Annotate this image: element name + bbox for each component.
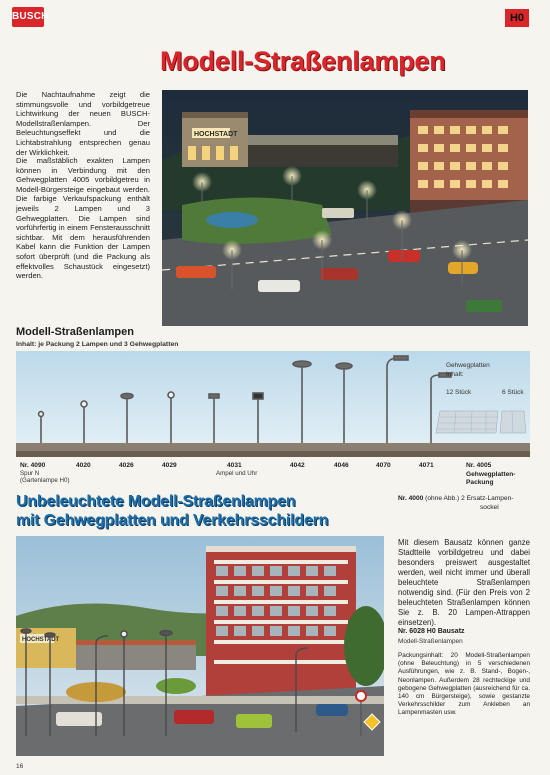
lamp-sublabel-4005-a: Gehwegplatten- — [466, 471, 516, 478]
intro-paragraph-1: Die Nachtaufnahme zeigt die stimmungsvolle und vorbildgetreue Lichtwirkung der neuen BUSCH-Modellstraßenlampen. Der Beleuchtungseffekt und die Lichtabstrahlung entsprechen genau der Wirklichkeit. — [16, 90, 150, 157]
busch-logo: BUSCH — [12, 7, 44, 27]
item-6028-description: Packungsinhalt: 20 Modell-Straßenlampen (ohne Beleuchtung) in 5 verschiedenen Ausführungen, wie z. B. Stand-, Bogen-, Neonlampen. Außerdem 28 rechteckige und gebogene Gehwegplatten (ausreichend für ca. 140 cm Bürgersteige), sowie gestanzte Verkehrsschilder zum Ankleben an Lampenmasten usw. — [398, 652, 530, 717]
page-number: 16 — [16, 763, 24, 770]
intro-paragraph-2: Die maßstäblich exakten Lampen können in Verbindung mit den Gehwegplatten 4005 vorbildgetreu in Modell-Bürgersteige eingebaut werden. Die farbige Verkaufspackung enthält jeweils 2 Lampen und 3 Gehwegplatten. Die Lampen sind vorführfertig in einem Fensterausschnitt sichtbar. Mit dem herausführenden Kabel kann die Funktion der Lampen sofort überprüft (und die Packung als effektvolles Schaustück eingesetzt) werden. — [16, 156, 150, 281]
lamp-lineup-photo — [16, 351, 530, 457]
lamp-label-4029: 4029 — [162, 462, 177, 469]
section2-title-line1: Unbeleuchtete Modell-Straßenlampen — [16, 493, 296, 510]
section2-title-line2: mit Gehwegplatten und Verkehrsschildern — [16, 512, 329, 529]
item-6028-title: Nr. 6028 H0 Bausatz — [398, 628, 465, 635]
lamp-label-4070: 4070 — [376, 462, 391, 469]
lamp-sublabel-4005-b: Packung — [466, 479, 494, 486]
lamp-label-4042: 4042 — [290, 462, 305, 469]
night-layout-photo — [162, 90, 528, 326]
lamp-sublabel-4090-b: (Gartenlampe H0) — [20, 477, 70, 484]
item-4000-desc-line1: (ohne Abb.) 2 Ersatz-Lampen- — [425, 495, 514, 502]
scale-badge: H0 — [505, 9, 529, 27]
plates-label-line1: Gehwegplatten — [446, 362, 490, 369]
lamp-label-4071: 4071 — [419, 462, 434, 469]
plates-count-6: 6 Stück — [502, 389, 524, 396]
section-title-lamps: Modell-Straßenlampen — [16, 326, 134, 338]
lamp-label-4026: 4026 — [119, 462, 134, 469]
lamp-label-4031: 4031 — [227, 462, 242, 469]
section2-paragraph: Mit diesem Bausatz können ganze Stadtteile vorbildgetreu und dabei besonders preiswert ausgestaltet werden, weil nicht immer und überall beleuchtete Straßenlampen notwendig sind. (Für den Preis von 2 beleuchteten Straßenlampen können Sie z. B. 20 Lampen-Attrappen einsetzen). — [398, 538, 530, 627]
lamp-sublabel-4031: Ampel und Uhr — [216, 470, 258, 477]
day-layout-photo — [16, 536, 384, 756]
section-subtitle-lamps: Inhalt: je Packung 2 Lampen und 3 Gehwegplatten — [16, 341, 179, 348]
page-title: Modell-Straßenlampen — [160, 46, 446, 76]
lamp-label-4005: Nr. 4005 — [466, 462, 492, 469]
item-6028-subtitle: Modell-Straßenlampen — [398, 638, 463, 645]
plates-label-line2: Inhalt: — [446, 371, 464, 378]
item-4000-note — [398, 495, 513, 502]
plates-count-12: 12 Stück — [446, 389, 472, 396]
item-4000-desc-line2: sockel — [480, 504, 499, 511]
station-sign-top: HOCHSTADT — [194, 131, 238, 138]
station-sign-bottom: HOCHSTADT — [22, 637, 60, 643]
lamp-label-4020: 4020 — [76, 462, 91, 469]
lamp-sublabel-4090-a: Spur N — [20, 470, 40, 477]
item-4000-number: Nr. 4000 — [398, 495, 424, 502]
lamp-label-4090: Nr. 4090 — [20, 462, 46, 469]
lamp-label-4046: 4046 — [334, 462, 349, 469]
